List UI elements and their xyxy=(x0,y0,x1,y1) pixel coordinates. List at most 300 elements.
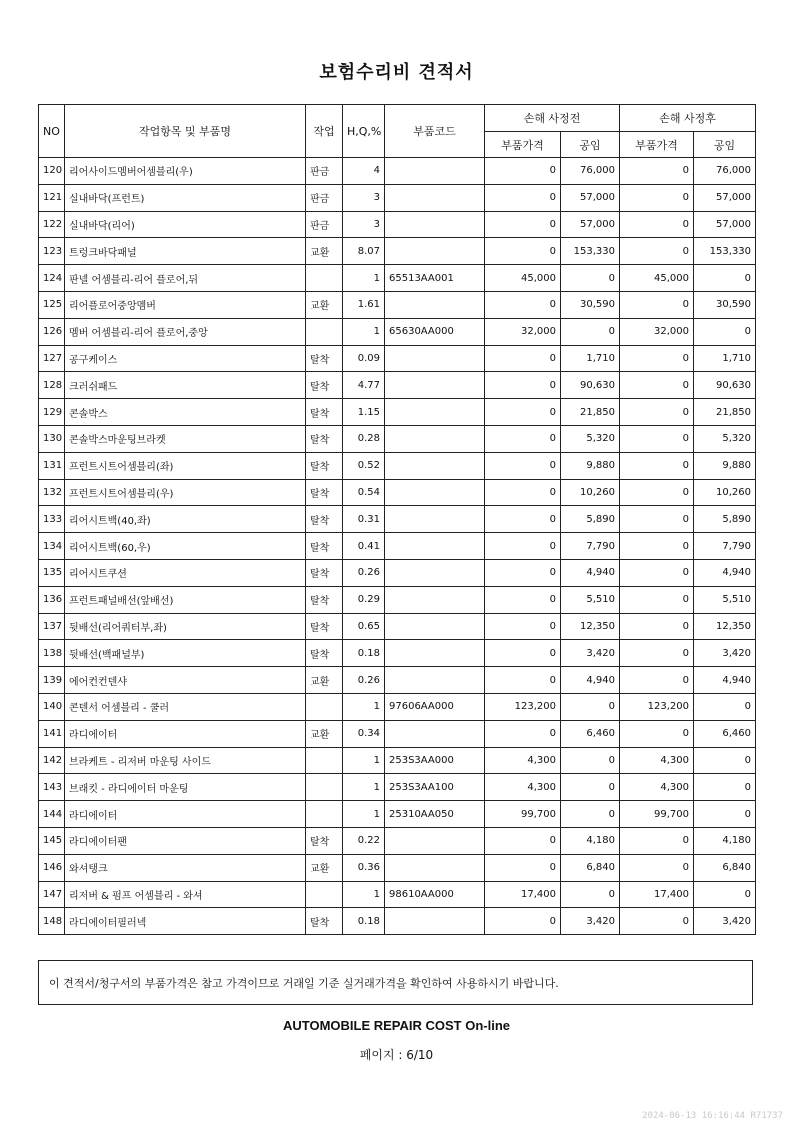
row-item-name: 콘솔박스 xyxy=(65,399,306,426)
row-before-labor: 30,590 xyxy=(561,291,620,318)
row-after-parts-price: 0 xyxy=(620,720,694,747)
row-work-type: 교환 xyxy=(306,238,343,265)
table-row xyxy=(39,345,756,372)
row-part-code xyxy=(385,613,485,640)
row-before-parts-price: 0 xyxy=(485,452,561,479)
row-hq: 0.65 xyxy=(343,613,385,640)
row-item-name: 라디에이터 xyxy=(65,720,306,747)
table-row xyxy=(39,425,756,452)
header-after-labor: 공임 xyxy=(694,132,756,158)
row-before-parts-price: 0 xyxy=(485,372,561,399)
row-item-name: 리어사이드멤버어셈블리(우) xyxy=(65,158,306,185)
row-part-code xyxy=(385,291,485,318)
table-row xyxy=(39,693,756,720)
row-no: 148 xyxy=(39,908,65,935)
table-row xyxy=(39,559,756,586)
row-work-type: 판금 xyxy=(306,211,343,238)
row-after-labor: 5,890 xyxy=(694,506,756,533)
header-after-parts: 부품가격 xyxy=(620,132,694,158)
row-work-type: 판금 xyxy=(306,184,343,211)
row-no: 136 xyxy=(39,586,65,613)
row-hq: 3 xyxy=(343,211,385,238)
row-no: 142 xyxy=(39,747,65,774)
row-hq: 4.77 xyxy=(343,372,385,399)
row-no: 127 xyxy=(39,345,65,372)
row-after-labor: 21,850 xyxy=(694,399,756,426)
row-before-labor: 4,940 xyxy=(561,559,620,586)
row-part-code: 25310AA050 xyxy=(385,801,485,828)
table-row xyxy=(39,854,756,881)
row-hq: 1 xyxy=(343,265,385,292)
row-no: 138 xyxy=(39,640,65,667)
row-after-parts-price: 0 xyxy=(620,854,694,881)
row-work-type: 판금 xyxy=(306,158,343,185)
row-item-name: 크러쉬패드 xyxy=(65,372,306,399)
row-before-parts-price: 0 xyxy=(485,479,561,506)
row-part-code xyxy=(385,667,485,694)
table-body xyxy=(39,158,756,935)
row-before-parts-price: 0 xyxy=(485,184,561,211)
row-item-name: 라디에이터필러넥 xyxy=(65,908,306,935)
table-row xyxy=(39,881,756,908)
table-row xyxy=(39,238,756,265)
row-hq: 0.18 xyxy=(343,640,385,667)
row-after-labor: 1,710 xyxy=(694,345,756,372)
row-before-parts-price: 0 xyxy=(485,908,561,935)
row-before-parts-price: 0 xyxy=(485,640,561,667)
row-before-labor: 6,840 xyxy=(561,854,620,881)
row-part-code xyxy=(385,827,485,854)
row-hq: 1.15 xyxy=(343,399,385,426)
row-work-type: 탈착 xyxy=(306,479,343,506)
row-before-parts-price: 0 xyxy=(485,291,561,318)
row-before-parts-price: 4,300 xyxy=(485,747,561,774)
table-row xyxy=(39,801,756,828)
row-part-code xyxy=(385,158,485,185)
row-part-code xyxy=(385,854,485,881)
row-before-parts-price: 0 xyxy=(485,345,561,372)
row-no: 128 xyxy=(39,372,65,399)
row-after-parts-price: 0 xyxy=(620,158,694,185)
row-hq: 1 xyxy=(343,881,385,908)
table-row xyxy=(39,506,756,533)
row-no: 132 xyxy=(39,479,65,506)
table-row xyxy=(39,479,756,506)
row-after-parts-price: 0 xyxy=(620,667,694,694)
row-work-type xyxy=(306,693,343,720)
row-work-type xyxy=(306,774,343,801)
row-before-labor: 5,510 xyxy=(561,586,620,613)
notice-box: 이 견적서/청구서의 부품가격은 참고 가격이므로 거래일 기준 실거래가격을 확인하여 사용하시기 바랍니다. xyxy=(38,960,753,1005)
row-hq: 0.26 xyxy=(343,559,385,586)
row-after-labor: 6,460 xyxy=(694,720,756,747)
row-no: 141 xyxy=(39,720,65,747)
header-work: 작업 xyxy=(306,105,343,158)
header-before-labor: 공임 xyxy=(561,132,620,158)
table-row xyxy=(39,586,756,613)
row-after-parts-price: 0 xyxy=(620,211,694,238)
row-no: 147 xyxy=(39,881,65,908)
row-hq: 0.18 xyxy=(343,908,385,935)
header-before: 손해 사정전 xyxy=(485,105,620,132)
row-before-labor: 5,320 xyxy=(561,425,620,452)
row-before-labor: 3,420 xyxy=(561,640,620,667)
row-after-parts-price: 0 xyxy=(620,613,694,640)
table-row xyxy=(39,774,756,801)
row-no: 124 xyxy=(39,265,65,292)
row-after-parts-price: 0 xyxy=(620,184,694,211)
row-hq: 0.28 xyxy=(343,425,385,452)
row-after-parts-price: 0 xyxy=(620,399,694,426)
row-before-labor: 0 xyxy=(561,318,620,345)
row-part-code xyxy=(385,533,485,560)
row-hq: 0.09 xyxy=(343,345,385,372)
row-before-labor: 1,710 xyxy=(561,345,620,372)
row-work-type: 탈착 xyxy=(306,908,343,935)
row-after-labor: 90,630 xyxy=(694,372,756,399)
row-work-type xyxy=(306,881,343,908)
row-work-type xyxy=(306,747,343,774)
row-hq: 0.29 xyxy=(343,586,385,613)
table-row xyxy=(39,827,756,854)
row-before-parts-price: 0 xyxy=(485,399,561,426)
document-title: 보험수리비 견적서 xyxy=(319,62,474,83)
row-after-labor: 3,420 xyxy=(694,908,756,935)
row-hq: 0.31 xyxy=(343,506,385,533)
table-row xyxy=(39,908,756,935)
row-item-name: 뒷배선(리어쿼터부,좌) xyxy=(65,613,306,640)
row-item-name: 프런트패널배선(앞배선) xyxy=(65,586,306,613)
row-no: 131 xyxy=(39,452,65,479)
row-no: 126 xyxy=(39,318,65,345)
page-number: 페이지 : 6/10 xyxy=(359,1048,434,1062)
row-part-code xyxy=(385,640,485,667)
row-after-labor: 57,000 xyxy=(694,211,756,238)
row-no: 133 xyxy=(39,506,65,533)
row-item-name: 라디에이터 xyxy=(65,801,306,828)
row-before-labor: 7,790 xyxy=(561,533,620,560)
row-item-name: 리어플로어중앙멤버 xyxy=(65,291,306,318)
row-item-name: 실내바닥(리어) xyxy=(65,211,306,238)
row-before-labor: 153,330 xyxy=(561,238,620,265)
row-before-parts-price: 0 xyxy=(485,613,561,640)
row-item-name: 판넬 어셈블리-리어 플로어,뒤 xyxy=(65,265,306,292)
row-work-type: 교환 xyxy=(306,667,343,694)
header-code: 부품코드 xyxy=(385,105,485,158)
row-item-name: 프런트시트어셈블리(좌) xyxy=(65,452,306,479)
row-after-labor: 76,000 xyxy=(694,158,756,185)
row-after-parts-price: 32,000 xyxy=(620,318,694,345)
row-part-code: 65513AA001 xyxy=(385,265,485,292)
row-work-type: 탈착 xyxy=(306,827,343,854)
row-after-labor: 10,260 xyxy=(694,479,756,506)
row-item-name: 리어시트백(60,우) xyxy=(65,533,306,560)
row-before-labor: 10,260 xyxy=(561,479,620,506)
row-no: 140 xyxy=(39,693,65,720)
row-work-type xyxy=(306,801,343,828)
table-row xyxy=(39,158,756,185)
header-hq: H,Q,% xyxy=(343,105,385,158)
row-part-code: 97606AA000 xyxy=(385,693,485,720)
row-item-name: 멤버 어셈블리-리어 플로어,중앙 xyxy=(65,318,306,345)
row-no: 122 xyxy=(39,211,65,238)
row-part-code xyxy=(385,720,485,747)
row-after-labor: 5,320 xyxy=(694,425,756,452)
row-before-parts-price: 0 xyxy=(485,533,561,560)
row-work-type xyxy=(306,318,343,345)
row-part-code xyxy=(385,559,485,586)
row-before-parts-price: 0 xyxy=(485,720,561,747)
row-before-labor: 4,940 xyxy=(561,667,620,694)
row-before-parts-price: 0 xyxy=(485,827,561,854)
row-work-type: 탈착 xyxy=(306,399,343,426)
table-row xyxy=(39,720,756,747)
table-row xyxy=(39,211,756,238)
row-part-code xyxy=(385,908,485,935)
row-item-name: 브라케트 - 리저버 마운팅 사이드 xyxy=(65,747,306,774)
row-work-type: 탈착 xyxy=(306,372,343,399)
table-row xyxy=(39,265,756,292)
row-after-labor: 4,940 xyxy=(694,559,756,586)
row-work-type: 교환 xyxy=(306,291,343,318)
row-no: 129 xyxy=(39,399,65,426)
row-item-name: 트렁크바닥패널 xyxy=(65,238,306,265)
row-hq: 0.52 xyxy=(343,452,385,479)
row-before-parts-price: 0 xyxy=(485,559,561,586)
row-after-labor: 12,350 xyxy=(694,613,756,640)
row-hq: 4 xyxy=(343,158,385,185)
row-no: 130 xyxy=(39,425,65,452)
row-before-labor: 0 xyxy=(561,774,620,801)
row-after-parts-price: 17,400 xyxy=(620,881,694,908)
row-no: 137 xyxy=(39,613,65,640)
row-item-name: 와셔탱크 xyxy=(65,854,306,881)
table-row xyxy=(39,399,756,426)
row-before-labor: 4,180 xyxy=(561,827,620,854)
row-after-parts-price: 0 xyxy=(620,291,694,318)
row-hq: 1 xyxy=(343,693,385,720)
row-part-code xyxy=(385,506,485,533)
row-after-parts-price: 45,000 xyxy=(620,265,694,292)
row-after-labor: 0 xyxy=(694,265,756,292)
row-after-parts-price: 4,300 xyxy=(620,774,694,801)
row-hq: 8.07 xyxy=(343,238,385,265)
row-before-parts-price: 32,000 xyxy=(485,318,561,345)
row-part-code xyxy=(385,452,485,479)
table-row xyxy=(39,291,756,318)
row-before-labor: 57,000 xyxy=(561,211,620,238)
row-hq: 1 xyxy=(343,801,385,828)
row-after-parts-price: 0 xyxy=(620,345,694,372)
row-part-code: 253S3AA000 xyxy=(385,747,485,774)
row-item-name: 콘솔박스마운팅브라켓 xyxy=(65,425,306,452)
row-item-name: 콘덴서 어셈블리 - 쿨러 xyxy=(65,693,306,720)
header-before-parts: 부품가격 xyxy=(485,132,561,158)
row-no: 123 xyxy=(39,238,65,265)
row-work-type: 탈착 xyxy=(306,506,343,533)
row-before-parts-price: 99,700 xyxy=(485,801,561,828)
row-before-parts-price: 0 xyxy=(485,425,561,452)
row-before-parts-price: 0 xyxy=(485,211,561,238)
row-after-labor: 0 xyxy=(694,693,756,720)
row-no: 121 xyxy=(39,184,65,211)
row-item-name: 브래킷 - 라디에이터 마운팅 xyxy=(65,774,306,801)
row-work-type: 탈착 xyxy=(306,640,343,667)
row-after-labor: 153,330 xyxy=(694,238,756,265)
row-before-labor: 0 xyxy=(561,801,620,828)
table-row xyxy=(39,667,756,694)
row-before-parts-price: 123,200 xyxy=(485,693,561,720)
row-part-code xyxy=(385,399,485,426)
row-part-code xyxy=(385,238,485,265)
row-before-labor: 90,630 xyxy=(561,372,620,399)
row-item-name: 리어시트쿠션 xyxy=(65,559,306,586)
row-part-code xyxy=(385,479,485,506)
header-item: 작업항목 및 부품명 xyxy=(65,105,306,158)
row-hq: 3 xyxy=(343,184,385,211)
row-hq: 0.54 xyxy=(343,479,385,506)
row-before-parts-price: 45,000 xyxy=(485,265,561,292)
row-after-parts-price: 0 xyxy=(620,372,694,399)
row-after-labor: 57,000 xyxy=(694,184,756,211)
row-work-type: 탈착 xyxy=(306,345,343,372)
row-work-type: 탈착 xyxy=(306,533,343,560)
row-after-labor: 6,840 xyxy=(694,854,756,881)
row-after-labor: 7,790 xyxy=(694,533,756,560)
table-row xyxy=(39,452,756,479)
row-no: 146 xyxy=(39,854,65,881)
row-hq: 0.22 xyxy=(343,827,385,854)
row-after-labor: 0 xyxy=(694,774,756,801)
row-item-name: 에어컨컨덴샤 xyxy=(65,667,306,694)
row-before-parts-price: 0 xyxy=(485,854,561,881)
row-before-labor: 3,420 xyxy=(561,908,620,935)
row-before-parts-price: 4,300 xyxy=(485,774,561,801)
row-item-name: 리저버 & 펌프 어셈블리 - 와셔 xyxy=(65,881,306,908)
row-before-labor: 0 xyxy=(561,693,620,720)
row-before-labor: 12,350 xyxy=(561,613,620,640)
header-no: NO xyxy=(39,105,65,158)
row-hq: 1 xyxy=(343,774,385,801)
row-after-labor: 0 xyxy=(694,801,756,828)
row-no: 135 xyxy=(39,559,65,586)
row-after-parts-price: 0 xyxy=(620,559,694,586)
table-header xyxy=(39,105,756,158)
row-hq: 0.41 xyxy=(343,533,385,560)
row-work-type: 탈착 xyxy=(306,452,343,479)
table-row xyxy=(39,640,756,667)
row-after-parts-price: 0 xyxy=(620,908,694,935)
row-after-labor: 4,180 xyxy=(694,827,756,854)
table-row xyxy=(39,372,756,399)
row-after-parts-price: 0 xyxy=(620,827,694,854)
row-after-parts-price: 0 xyxy=(620,506,694,533)
row-before-parts-price: 17,400 xyxy=(485,881,561,908)
row-part-code: 98610AA000 xyxy=(385,881,485,908)
row-hq: 0.34 xyxy=(343,720,385,747)
table-row xyxy=(39,613,756,640)
row-after-parts-price: 0 xyxy=(620,586,694,613)
row-no: 145 xyxy=(39,827,65,854)
row-hq: 1 xyxy=(343,318,385,345)
row-before-labor: 0 xyxy=(561,881,620,908)
row-work-type: 교환 xyxy=(306,854,343,881)
row-after-parts-price: 0 xyxy=(620,533,694,560)
table-row xyxy=(39,747,756,774)
row-after-parts-price: 0 xyxy=(620,425,694,452)
estimate-table xyxy=(38,104,756,935)
row-before-parts-price: 0 xyxy=(485,506,561,533)
row-part-code xyxy=(385,184,485,211)
row-part-code: 65630AA000 xyxy=(385,318,485,345)
row-hq: 0.36 xyxy=(343,854,385,881)
row-item-name: 리어시트백(40,좌) xyxy=(65,506,306,533)
row-after-parts-price: 0 xyxy=(620,479,694,506)
row-part-code xyxy=(385,586,485,613)
row-after-labor: 5,510 xyxy=(694,586,756,613)
row-after-parts-price: 4,300 xyxy=(620,747,694,774)
row-before-labor: 21,850 xyxy=(561,399,620,426)
row-after-labor: 9,880 xyxy=(694,452,756,479)
row-before-labor: 57,000 xyxy=(561,184,620,211)
row-before-parts-price: 0 xyxy=(485,158,561,185)
row-after-labor: 30,590 xyxy=(694,291,756,318)
row-part-code xyxy=(385,345,485,372)
row-item-name: 라디에이터팬 xyxy=(65,827,306,854)
row-work-type: 탈착 xyxy=(306,613,343,640)
row-before-parts-price: 0 xyxy=(485,586,561,613)
row-after-parts-price: 0 xyxy=(620,452,694,479)
row-hq: 1.61 xyxy=(343,291,385,318)
row-after-labor: 0 xyxy=(694,881,756,908)
row-item-name: 프런트시트어셈블리(우) xyxy=(65,479,306,506)
row-before-parts-price: 0 xyxy=(485,667,561,694)
row-after-labor: 0 xyxy=(694,318,756,345)
footer-title: AUTOMOBILE REPAIR COST On-line xyxy=(282,1018,511,1033)
row-part-code xyxy=(385,372,485,399)
row-before-labor: 5,890 xyxy=(561,506,620,533)
row-item-name: 실내바닥(프런트) xyxy=(65,184,306,211)
row-work-type: 교환 xyxy=(306,720,343,747)
row-work-type: 탈착 xyxy=(306,559,343,586)
row-no: 125 xyxy=(39,291,65,318)
row-after-labor: 3,420 xyxy=(694,640,756,667)
row-before-labor: 76,000 xyxy=(561,158,620,185)
row-item-name: 뒷배선(백패널부) xyxy=(65,640,306,667)
row-after-labor: 4,940 xyxy=(694,667,756,694)
row-before-labor: 6,460 xyxy=(561,720,620,747)
row-part-code xyxy=(385,425,485,452)
row-no: 143 xyxy=(39,774,65,801)
row-part-code xyxy=(385,211,485,238)
row-part-code: 253S3AA100 xyxy=(385,774,485,801)
row-after-labor: 0 xyxy=(694,747,756,774)
row-before-labor: 0 xyxy=(561,265,620,292)
row-no: 144 xyxy=(39,801,65,828)
table-row xyxy=(39,184,756,211)
row-before-labor: 9,880 xyxy=(561,452,620,479)
row-work-type: 탈착 xyxy=(306,586,343,613)
row-hq: 1 xyxy=(343,747,385,774)
row-after-parts-price: 0 xyxy=(620,238,694,265)
row-no: 120 xyxy=(39,158,65,185)
row-no: 134 xyxy=(39,533,65,560)
row-item-name: 공구케이스 xyxy=(65,345,306,372)
row-after-parts-price: 99,700 xyxy=(620,801,694,828)
table-row xyxy=(39,533,756,560)
row-hq: 0.26 xyxy=(343,667,385,694)
table-row xyxy=(39,318,756,345)
